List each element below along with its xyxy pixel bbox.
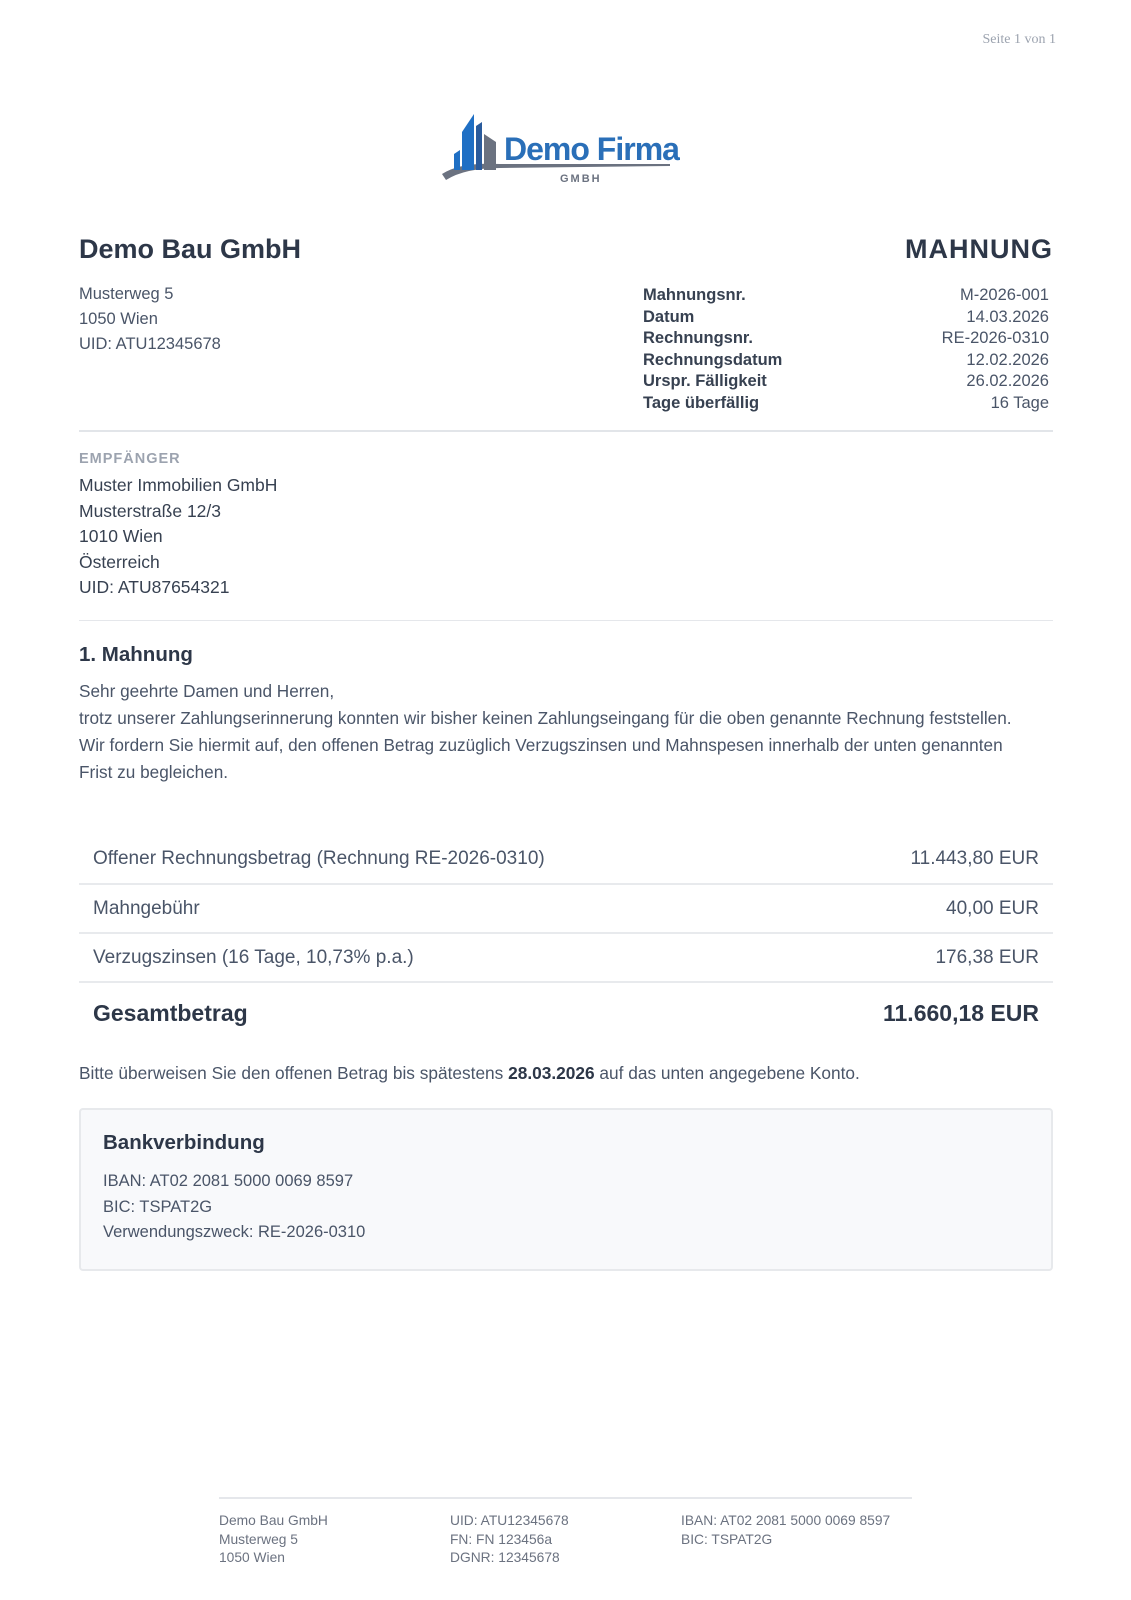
bank-details-title: Bankverbindung <box>103 1131 265 1154</box>
meta-row-original-due <box>643 371 1049 393</box>
meta-value: RE-2026-0310 <box>941 329 1049 348</box>
total-value: 11.660,18 EUR <box>882 999 1039 1026</box>
footer-text: Demo Bau GmbH <box>219 1513 328 1528</box>
bank-details-box <box>79 1108 1053 1271</box>
footer-text: BIC: TSPAT2G <box>681 1531 773 1547</box>
recipient-street: Musterstraße 12/3 <box>79 500 221 521</box>
letter-paragraph: Wir fordern Sie hiermit auf, den offenen Betrag zuzüglich Verzugszinsen und Mahnspesen innerhalb der unten genannten Frist zu begleichen. <box>79 735 1003 782</box>
footer-registration-column <box>450 1512 681 1568</box>
sender-uid: UID: ATU12345678 <box>79 335 221 353</box>
bank-details-lines <box>103 1169 1029 1246</box>
company-logo <box>440 112 680 190</box>
sender-address <box>79 282 221 357</box>
letter-body <box>79 678 1019 786</box>
meta-value: 26.02.2026 <box>966 372 1049 391</box>
meta-value: 12.02.2026 <box>966 350 1049 369</box>
footer-text: Musterweg 5 <box>219 1531 298 1547</box>
letter-salutation: Sehr geehrte Damen und Herren, <box>79 681 335 701</box>
amount-value: 11.443,80 EUR <box>910 847 1039 869</box>
amount-row-default-interest <box>79 934 1053 983</box>
recipient-address <box>79 473 277 601</box>
footer-text: 1050 Wien <box>219 1550 285 1565</box>
meta-value: 14.03.2026 <box>966 307 1049 326</box>
meta-label: Tage überfällig <box>643 393 760 412</box>
footer-text: IBAN: AT02 2081 5000 0069 8597 <box>681 1513 891 1528</box>
page-counter: Seite 1 von 1 <box>982 32 1056 47</box>
amount-value: 40,00 EUR <box>946 897 1039 919</box>
amount-label: Mahngebühr <box>93 897 200 919</box>
payment-note-after: auf das unten angegebene Konto. <box>594 1063 860 1083</box>
recipient-label: EMPFÄNGER <box>79 451 181 467</box>
amount-value: 176,38 EUR <box>935 946 1039 968</box>
amount-row-reminder-fee <box>79 885 1053 934</box>
meta-value: 16 Tage <box>990 393 1049 412</box>
page-footer <box>219 1512 912 1568</box>
footer-text: UID: ATU12345678 <box>450 1513 569 1528</box>
meta-row-days-overdue <box>643 393 1049 415</box>
sender-city: 1050 Wien <box>79 310 158 328</box>
recipient-divider <box>79 620 1053 621</box>
bank-bic: BIC: TSPAT2G <box>103 1197 213 1216</box>
footer-bank-column <box>681 1512 912 1568</box>
footer-text: FN: FN 123456a <box>450 1531 552 1547</box>
total-label: Gesamtbetrag <box>93 999 248 1026</box>
amount-label: Offener Rechnungsbetrag (Rechnung RE-2026-0310) <box>93 847 545 869</box>
recipient-city: 1010 Wien <box>79 526 163 546</box>
amount-table <box>79 834 1053 1043</box>
meta-row-date <box>643 307 1049 329</box>
meta-label: Datum <box>643 307 695 326</box>
logo-subtitle: GMBH <box>560 173 602 185</box>
meta-label: Rechnungsdatum <box>643 350 783 369</box>
meta-row-invoice-number <box>643 328 1049 350</box>
document-title: MAHNUNG <box>905 234 1053 264</box>
payment-deadline: 28.03.2026 <box>508 1063 595 1083</box>
amount-label: Verzugszinsen (16 Tage, 10,73% p.a.) <box>93 946 414 968</box>
logo-wordmark: Demo Firma <box>504 131 679 167</box>
footer-text: DGNR: 12345678 <box>450 1550 560 1565</box>
bank-reference: Verwendungszweck: RE-2026-0310 <box>103 1223 366 1241</box>
document-meta-table <box>643 285 1049 415</box>
bank-iban: IBAN: AT02 2081 5000 0069 8597 <box>103 1172 354 1190</box>
payment-note-before: Bitte überweisen Sie den offenen Betrag bis spätestens <box>79 1063 509 1083</box>
meta-label: Urspr. Fälligkeit <box>643 372 767 391</box>
footer-company-column <box>219 1512 450 1568</box>
amount-row-total <box>79 983 1053 1043</box>
footer-divider <box>219 1497 912 1499</box>
sender-street: Musterweg 5 <box>79 285 174 303</box>
meta-value: M-2026-001 <box>960 286 1049 304</box>
letter-title: 1. Mahnung <box>79 643 193 666</box>
meta-label: Mahnungsnr. <box>643 286 746 304</box>
recipient-country: Österreich <box>79 551 160 572</box>
recipient-uid: UID: ATU87654321 <box>79 577 230 597</box>
letter-paragraph: trotz unserer Zahlungserinnerung konnten wir bisher keinen Zahlungseingang für die oben genannte Rechnung feststellen. <box>79 708 1012 728</box>
meta-label: Rechnungsnr. <box>643 329 754 348</box>
building-logo-icon <box>440 112 680 190</box>
payment-note <box>79 1063 860 1084</box>
meta-row-invoice-date <box>643 350 1049 372</box>
header-divider <box>79 430 1053 432</box>
sender-name: Demo Bau GmbH <box>79 234 302 264</box>
amount-row-open-invoice <box>79 834 1053 885</box>
meta-row-reminder-number <box>643 285 1049 307</box>
recipient-name: Muster Immobilien GmbH <box>79 475 278 495</box>
